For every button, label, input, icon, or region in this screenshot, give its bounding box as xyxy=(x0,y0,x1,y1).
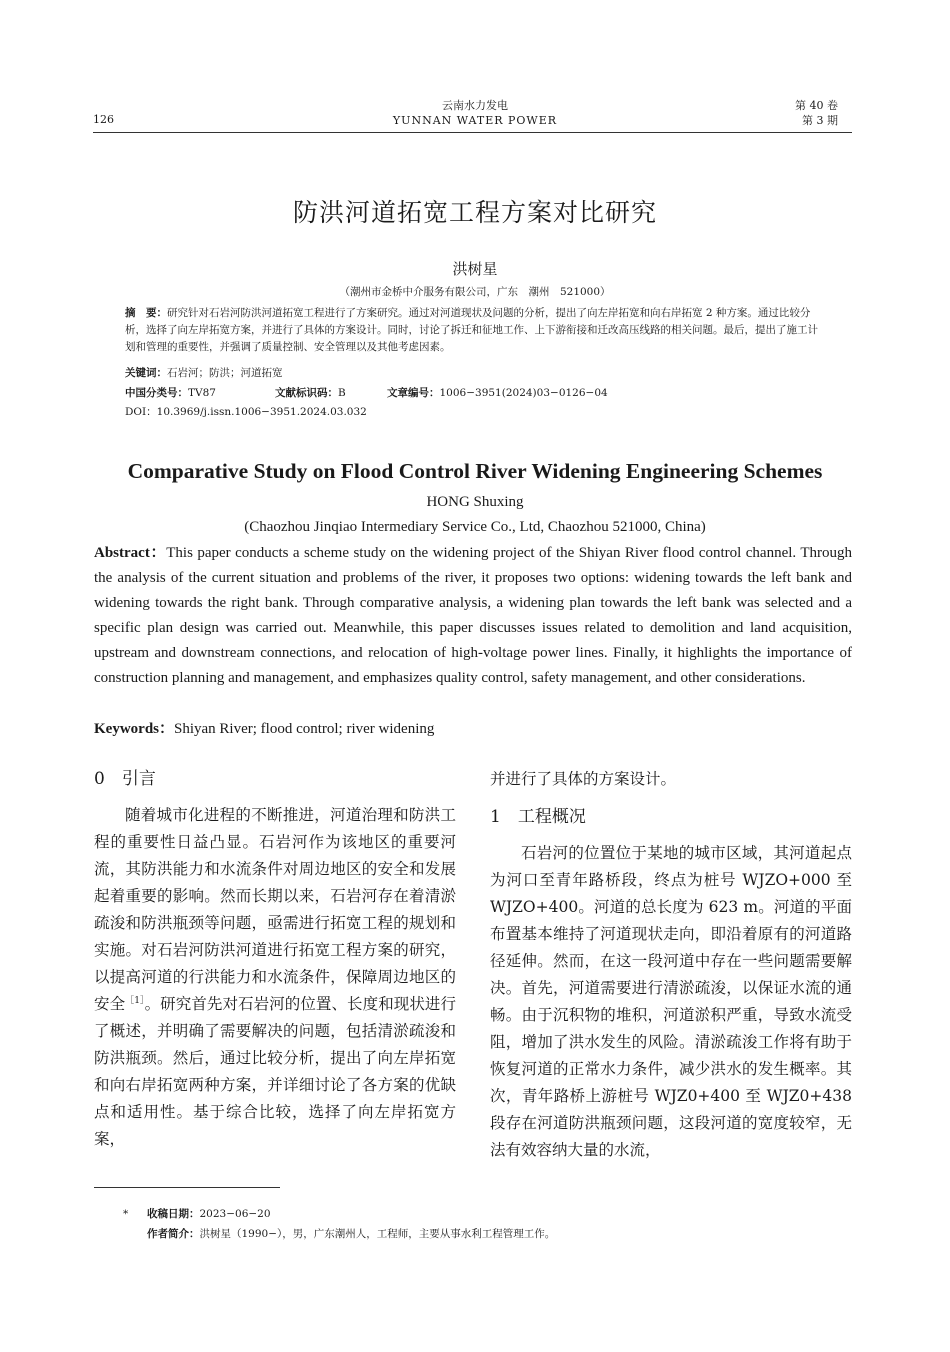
article-number-label: 文章编号： xyxy=(387,387,440,399)
received-label: 收稿日期： xyxy=(147,1208,200,1220)
section-0-body xyxy=(94,802,456,1153)
journal-header xyxy=(300,98,650,128)
abstract-en-label: Abstract： xyxy=(94,545,167,561)
doc-code-value: B xyxy=(338,387,346,399)
header-rule xyxy=(93,132,852,133)
citation-1: ［1］ xyxy=(125,995,145,1006)
keywords-cn-text: 石岩河；防洪；河道拓宽 xyxy=(167,367,283,379)
journal-name-en: YUNNAN WATER POWER xyxy=(392,114,558,127)
paper-title-cn: 防洪河道拓宽工程方案对比研究 xyxy=(292,198,657,227)
intro-text-part-1: 随着城市化进程的不断推进，河道治理和防洪工程的重要性日益凸显。石岩河作为该地区的重要河流，其防洪能力和水流条件对周边地区的安全和发展起着重要的影响。然而长期以来，石岩河存在着清淤疏浚和防洪瓶颈等问题，亟需进行拓宽工程的规划和实施。对石岩河防洪河道进行拓宽工程方案的研究，以提高河道的行洪能力和水流条件，保障周边地区的安全 xyxy=(94,806,456,1013)
abstract-en-text: This paper conducts a scheme study on the widening project of the Shiyan River flood control channel. Through the analysis of the current situation and problems of the river, it proposes two options: widening towards the left bank and widening towards the right bank. Through comparative analysis, a widening plan towards the left bank was selected and a specific plan design was carried out. Meanwhile, this paper discusses issues related to demolition and land acquisition, upstream and downstream connections, and relocation of high-voltage power lines. Finally, it highlights the importance of construction planning and management, and emphasizes quality control, safety management, and other considerations. xyxy=(94,545,852,686)
abstract-en xyxy=(94,541,852,691)
footnote-received xyxy=(123,1205,271,1223)
intro-text-part-2: 。研究首先对石岩河的位置、长度和现状进行了概述，并明确了需要解决的问题，包括清淤疏浚和防洪瓶颈。然后，通过比较分析，提出了向左岸拓宽和向右岸拓宽两种方案，并详细讨论了各方案的优缺点和适用性。基于综合比较，选择了向左岸拓宽方案， xyxy=(94,995,456,1148)
keywords-en xyxy=(94,717,852,742)
section-1-body xyxy=(490,840,852,1164)
author-en: HONG Shuxing xyxy=(426,494,524,510)
abstract-cn-text: 研究针对石岩河防洪河道拓宽工程进行了方案研究。通过对河道现状及问题的分析，提出了向左岸拓宽和向右岸拓宽 2 种方案。通过比较分析，选择了向左岸拓宽方案，并进行了具体的方案设计。同时，讨论了拆迁和征地工作、上下游衔接和迁改高压线路的相关问题。最后，提出了施工计划和管理的重要性，并强调了质量控制、安全管理以及其他考虑因素。 xyxy=(125,307,818,353)
bio-label: 作者简介： xyxy=(147,1228,200,1240)
bio-text: 洪树星（1990−），男，广东潮州人，工程师，主要从事水利工程管理工作。 xyxy=(199,1228,556,1240)
footnote-author-bio xyxy=(147,1225,555,1243)
section-0-heading: 0 引言 xyxy=(94,769,156,789)
section-1-heading: 1 工程概况 xyxy=(490,807,586,827)
section-0-paragraph xyxy=(94,802,456,1153)
clc-label: 中国分类号： xyxy=(125,387,188,399)
page-number: 126 xyxy=(93,113,114,126)
abstract-cn-label: 摘 要： xyxy=(125,307,167,319)
affiliation-cn: （潮州市金桥中介服务有限公司，广东 潮州 521000） xyxy=(339,286,611,298)
doi: DOI：10.3969/j.issn.1006−3951.2024.03.032 xyxy=(125,406,367,418)
keywords-en-text: Shiyan River; flood control; river widening xyxy=(174,721,435,737)
classification-line xyxy=(125,385,825,402)
issue: 第 3 期 xyxy=(802,114,838,127)
doc-code-label: 文献标识码： xyxy=(275,387,338,399)
clc-value: TV87 xyxy=(188,387,216,399)
section-0-continuation: 并进行了具体的方案设计。 xyxy=(490,770,677,788)
keywords-en-label: Keywords： xyxy=(94,721,174,737)
section-1-paragraph: 石岩河的位置位于某地的城市区域，其河道起点为河口至青年路桥段，终点为桩号 WJZO+000 至 WJZO+400。河道的总长度为 623 m。河道的平面布置基本维持了河道现状走向，即沿着原有的河道路径延伸。然而，在这一段河道中存在一些问题需要解决。首先，河道需要进行清淤疏浚，以保证水流的通畅。由于沉积物的堆积，河道淤积严重，导致水流受阻，增加了洪水发生的风险。清淤疏浚工作将有助于恢复河道的正常水力条件，减少洪水的发生概率。其次，青年路桥上游桩号 WJZ0+400 至 WJZ0+438 段存在河道防洪瓶颈问题，这段河道的宽度较窄，无法有效容纳大量的水流， xyxy=(490,844,852,1159)
volume-issue xyxy=(795,98,838,128)
journal-name-cn: 云南水力发电 xyxy=(442,99,508,112)
footnote-marker: * xyxy=(123,1208,129,1220)
received-date: 2023−06−20 xyxy=(199,1208,271,1220)
article-number-value: 1006−3951(2024)03−0126−04 xyxy=(439,387,608,399)
footnote-rule xyxy=(94,1187,280,1188)
volume: 第 40 卷 xyxy=(795,99,838,112)
keywords-cn xyxy=(125,365,825,382)
affiliation-en: (Chaozhou Jinqiao Intermediary Service Co., Ltd, Chaozhou 521000, China) xyxy=(244,519,706,535)
author-cn: 洪树星 xyxy=(452,260,498,278)
paper-title-en: Comparative Study on Flood Control River Widening Engineering Schemes xyxy=(127,459,823,483)
keywords-cn-label: 关键词： xyxy=(125,367,167,379)
abstract-cn xyxy=(125,305,825,356)
